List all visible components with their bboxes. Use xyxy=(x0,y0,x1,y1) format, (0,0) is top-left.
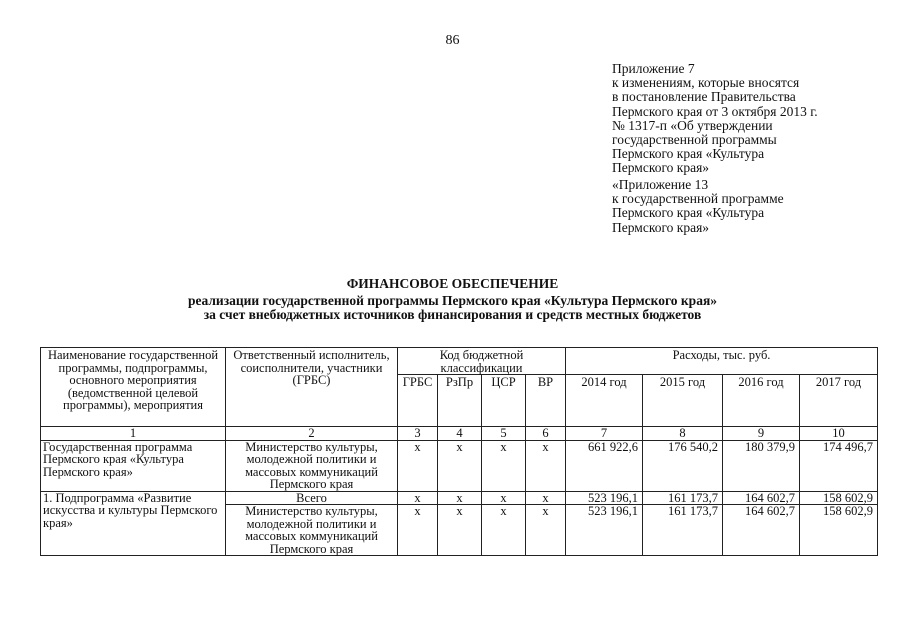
subtitle-line: реализации государственной программы Пермского края «Культура Пермского края» xyxy=(187,293,717,308)
header-year-2016: 2016 год xyxy=(723,375,800,427)
financing-table xyxy=(40,347,878,556)
appendix-line: Пермского края» xyxy=(612,219,710,235)
col-number: 2 xyxy=(226,427,398,441)
appendix-line: Пермского края «Культура xyxy=(612,146,765,162)
col-number: 4 xyxy=(438,427,482,441)
executor-cell: Министерство культуры, молодежной политики и массовых коммуникаций Пермского края xyxy=(226,440,398,491)
document-title: ФИНАНСОВОЕ ОБЕСПЕЧЕНИЕ xyxy=(346,276,559,291)
value-2016: 180 379,9 xyxy=(723,440,800,491)
col-number: 7 xyxy=(566,427,643,441)
value-2015: 161 173,7 xyxy=(643,491,723,505)
program-name: Государственная программа Пермского края «Культура Пермского края» xyxy=(41,440,226,491)
value-2014: 661 922,6 xyxy=(566,440,643,491)
code-cell: х xyxy=(482,505,526,556)
header-year-2015: 2015 год xyxy=(643,375,723,427)
page-number: 86 xyxy=(445,33,460,48)
executor-cell: Министерство культуры, молодежной политики и массовых коммуникаций Пермского края xyxy=(226,505,398,556)
code-cell: х xyxy=(482,440,526,491)
value-2015: 161 173,7 xyxy=(643,505,723,556)
header-rzpr: РзПр xyxy=(438,375,482,427)
appendix-13-note xyxy=(612,178,784,235)
appendix-line: к изменениям, которые вносятся xyxy=(612,75,800,91)
value-2017: 174 496,7 xyxy=(800,440,878,491)
code-cell: х xyxy=(398,505,438,556)
header-code-group: Код бюджетной классификации xyxy=(398,348,566,375)
code-cell: х xyxy=(438,440,482,491)
value-2016: 164 602,7 xyxy=(723,505,800,556)
appendix-line: к государственной программе xyxy=(612,191,784,207)
col-number: 5 xyxy=(482,427,526,441)
value-2014: 523 196,1 xyxy=(566,491,643,505)
subtitle-line: за счет внебюджетных источников финансирования и средств местных бюджетов xyxy=(203,307,702,322)
value-2015: 176 540,2 xyxy=(643,440,723,491)
appendix-line: Пермского края от 3 октября 2013 г. xyxy=(612,103,818,119)
col-number: 3 xyxy=(398,427,438,441)
table-row xyxy=(41,440,878,491)
col-number: 8 xyxy=(643,427,723,441)
code-cell: х xyxy=(438,491,482,505)
subprogram-name: 1. Подпрограмма «Развитие искусства и культуры Пермского края» xyxy=(41,491,226,556)
col-number: 6 xyxy=(526,427,566,441)
appendix-line: «Приложение 13 xyxy=(612,177,709,192)
header-year-2017: 2017 год xyxy=(800,375,878,427)
value-2017: 158 602,9 xyxy=(800,505,878,556)
code-cell: х xyxy=(482,491,526,505)
document-subtitle xyxy=(0,294,905,322)
code-cell: х xyxy=(398,491,438,505)
col-number: 9 xyxy=(723,427,800,441)
col-number: 10 xyxy=(800,427,878,441)
code-cell: х xyxy=(526,491,566,505)
appendix-line: государственной программы xyxy=(612,132,777,148)
code-cell: х xyxy=(398,440,438,491)
header-grbs: ГРБС xyxy=(398,375,438,427)
appendix-line: Пермского края «Культура xyxy=(612,205,765,221)
executor-cell: Всего xyxy=(226,491,398,505)
header-executor: Ответственный исполнитель, соисполнители, участники (ГРБС) xyxy=(226,348,398,427)
header-csr: ЦСР xyxy=(482,375,526,427)
value-2014: 523 196,1 xyxy=(566,505,643,556)
header-year-2014: 2014 год xyxy=(566,375,643,427)
code-cell: х xyxy=(438,505,482,556)
appendix-7-note xyxy=(612,62,818,176)
value-2017: 158 602,9 xyxy=(800,491,878,505)
numbering-row xyxy=(41,427,878,441)
header-vr: ВР xyxy=(526,375,566,427)
code-cell: х xyxy=(526,440,566,491)
appendix-line: Пермского края» xyxy=(612,160,710,176)
appendix-line: Приложение 7 xyxy=(612,61,695,76)
code-cell: х xyxy=(526,505,566,556)
col-number: 1 xyxy=(41,427,226,441)
appendix-line: № 1317-п «Об утверждении xyxy=(612,117,773,133)
header-expense-group: Расходы, тыс. руб. xyxy=(566,348,878,375)
appendix-line: в постановление Правительства xyxy=(612,89,796,105)
header-name: Наименование государственной программы, подпрограммы, основного мероприятия (ведомственной целевой программы), мероприятия xyxy=(41,348,226,427)
value-2016: 164 602,7 xyxy=(723,491,800,505)
table-row xyxy=(41,491,878,505)
